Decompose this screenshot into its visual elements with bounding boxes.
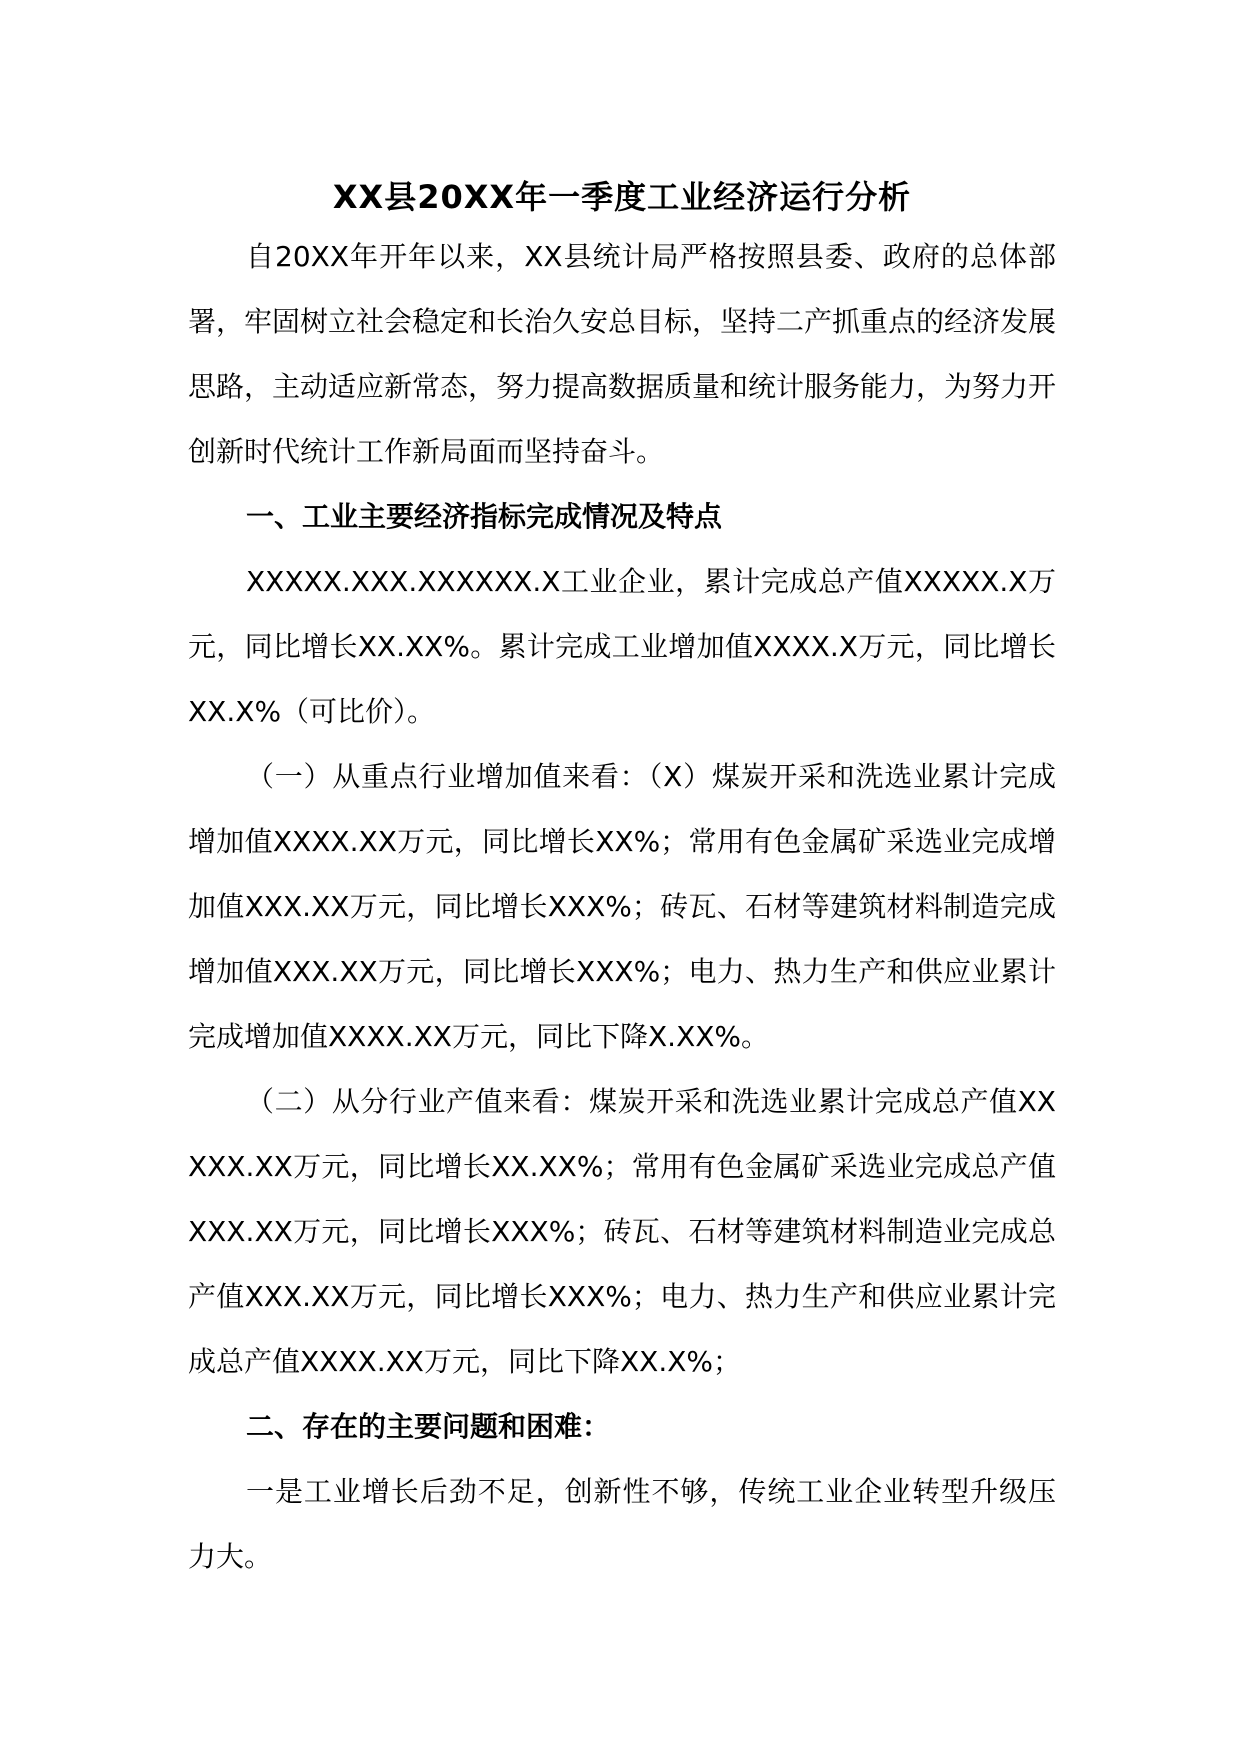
section-1-paragraph-3: （二）从分行业产值来看：煤炭开采和洗选业累计完成总产值XXXXX.XX万元，同比增长XX.XX%；常用有色金属矿采选业完成总产值XXX.XX万元，同比增长XXX%；砖瓦、石材等建筑材料制造业完成总产值XXX.XX万元，同比增长XXX%；电力、热力生产和供应业累计完成总产值XXXX.XX万元，同比下降XX.X%； [188,1085,1056,1378]
section-1-heading: 一、工业主要经济指标完成情况及特点 [246,500,723,533]
section-1-paragraph-1: XXXXX.XXX.XXXXXX.X工业企业，累计完成总产值XXXXX.X万元，同比增长XX.XX%。累计完成工业增加值XXXX.X万元，同比增长XX.X%（可比价）。 [188,565,1056,728]
intro-paragraph: 自20XX年开年以来，XX县统计局严格按照县委、政府的总体部署，牢固树立社会稳定和长治久安总目标，坚持二产抓重点的经济发展思路，主动适应新常态，努力提高数据质量和统计服务能力，为努力开创新时代统计工作新局面而坚持奋斗。 [188,240,1057,468]
section-2-paragraph-1: 一是工业增长后劲不足，创新性不够，传统工业企业转型升级压力大。 [188,1475,1056,1573]
section-1-paragraph-2: （一）从重点行业增加值来看：（X）煤炭开采和洗选业累计完成增加值XXXX.XX万元，同比增长XX%；常用有色金属矿采选业完成增加值XXX.XX万元，同比增长XXX%；砖瓦、石材等建筑材料制造完成增加值XXX.XX万元，同比增长XXX%；电力、热力生产和供应业累计完成增加值XXXX.XX万元，同比下降X.XX%。 [188,760,1056,1053]
section-2-heading: 二、存在的主要问题和困难： [246,1410,611,1443]
document-title: XX县20XX年一季度工业经济运行分析 [332,178,912,216]
document-page [188,170,1056,1589]
